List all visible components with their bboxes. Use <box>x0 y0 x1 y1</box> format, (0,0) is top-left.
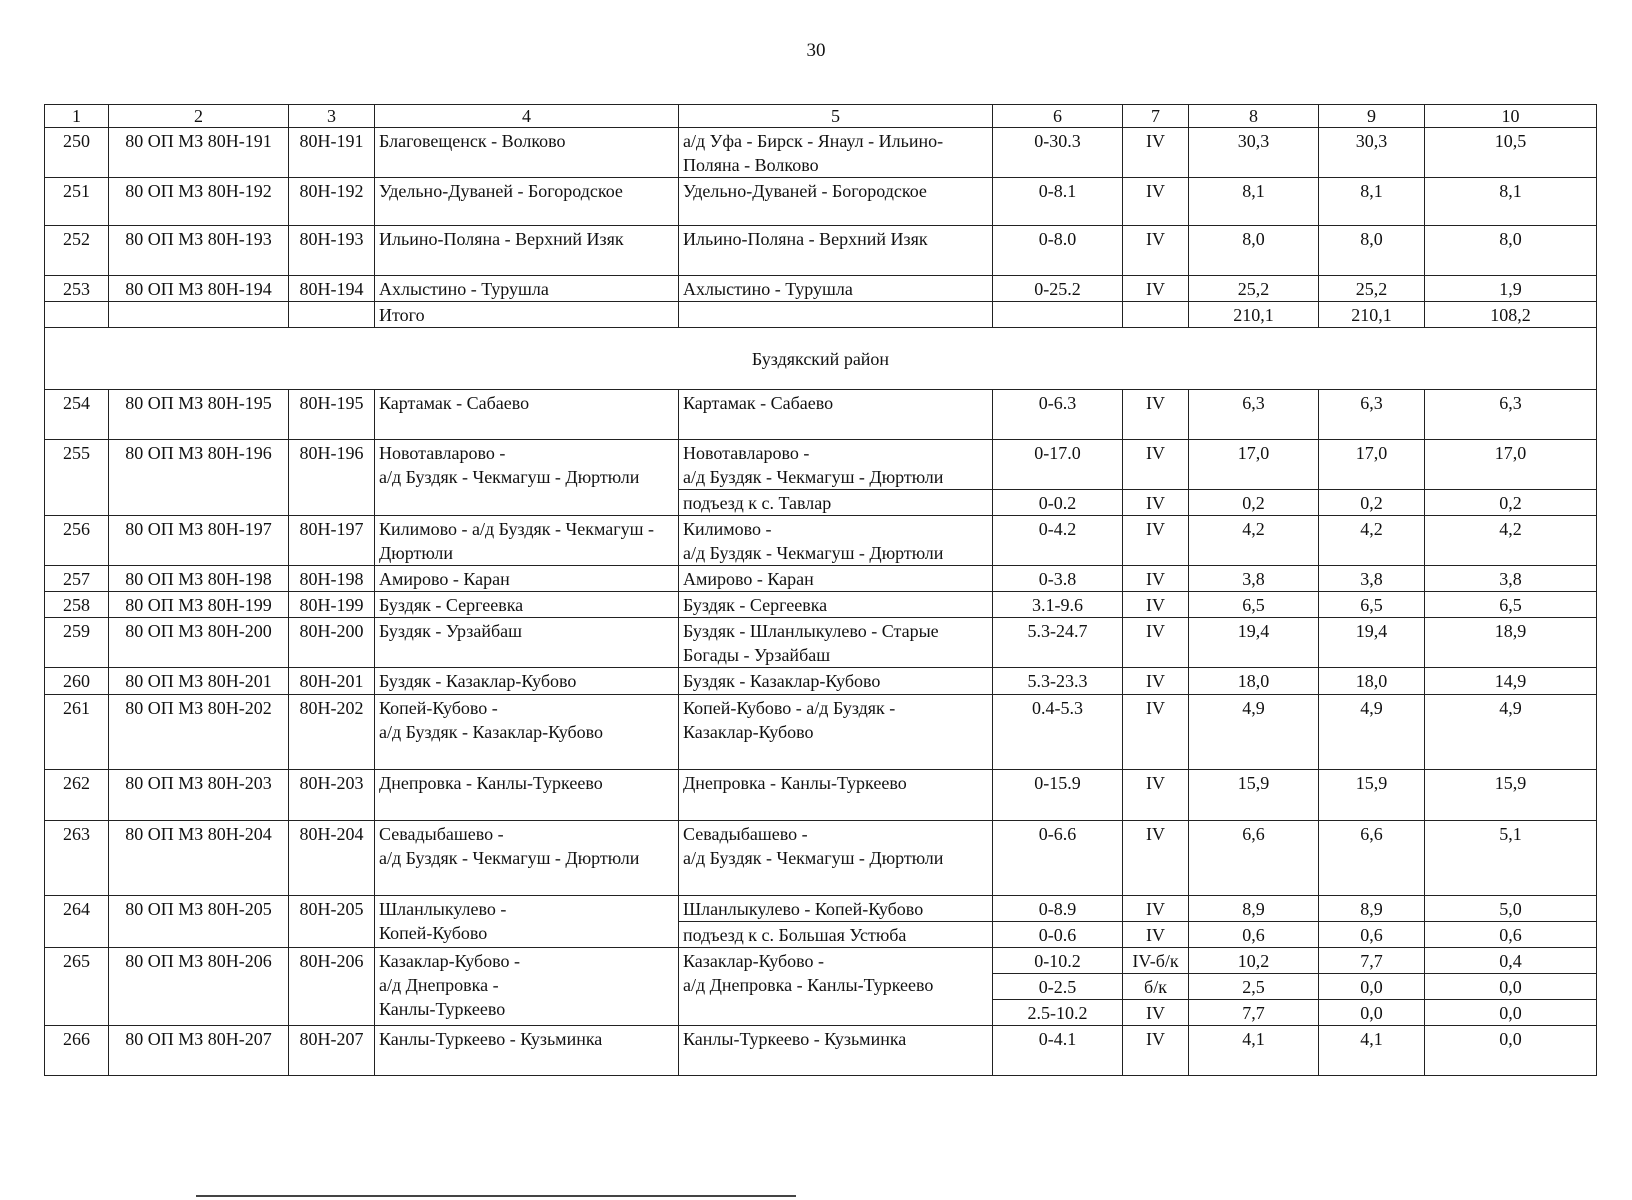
col-header: 7 <box>1123 105 1189 128</box>
length-hard: 18,0 <box>1319 668 1425 695</box>
road-name-line: Севадыбашево - <box>379 824 504 844</box>
length-hard: 8,9 <box>1319 896 1425 922</box>
col-header: 10 <box>1425 105 1597 128</box>
category: IV-б/к <box>1123 948 1189 974</box>
category: IV <box>1123 1000 1189 1026</box>
length-asphalt: 6,3 <box>1425 390 1597 440</box>
road-name-line: Шланлыкулево - <box>379 899 507 919</box>
road-route <box>679 948 993 1026</box>
length-total: 18,0 <box>1189 668 1319 695</box>
road-route: Канлы-Туркеево - Кузьминка <box>679 1026 993 1076</box>
road-code: 80 ОП МЗ 80Н-192 <box>109 178 289 226</box>
road-route: подъезд к с. Большая Устюба <box>679 922 993 948</box>
category: IV <box>1123 276 1189 302</box>
district-row <box>45 328 1597 390</box>
length-asphalt: 1,9 <box>1425 276 1597 302</box>
category: IV <box>1123 516 1189 566</box>
road-route <box>679 821 993 896</box>
road-route-line: Новотавларово - <box>683 443 810 463</box>
table-row <box>45 566 1597 592</box>
category: IV <box>1123 440 1189 490</box>
length-total: 2,5 <box>1189 974 1319 1000</box>
col-header: 4 <box>375 105 679 128</box>
length-hard: 4,9 <box>1319 695 1425 770</box>
row-number: 260 <box>45 668 109 695</box>
road-short-code: 80Н-206 <box>289 948 375 1026</box>
road-short-code: 80Н-202 <box>289 695 375 770</box>
road-code: 80 ОП МЗ 80Н-199 <box>109 592 289 618</box>
road-name <box>375 440 679 516</box>
road-short-code: 80Н-193 <box>289 226 375 276</box>
km-range: 0-10.2 <box>993 948 1123 974</box>
road-route: Картамак - Сабаево <box>679 390 993 440</box>
length-asphalt: 5,1 <box>1425 821 1597 896</box>
length-asphalt: 0,0 <box>1425 1000 1597 1026</box>
road-route <box>679 440 993 490</box>
road-route-line: Копей-Кубово - а/д Буздяк - <box>683 698 896 718</box>
row-number: 254 <box>45 390 109 440</box>
road-name-line: а/д Буздяк - Чекмагуш - Дюртюли <box>379 467 640 487</box>
road-route-line: Буздяк - Шланлыкулево - Старые <box>683 621 939 641</box>
road-route: Ильино-Поляна - Верхний Изяк <box>679 226 993 276</box>
table-row <box>45 128 1597 178</box>
road-short-code: 80Н-196 <box>289 440 375 516</box>
km-range: 0-8.1 <box>993 178 1123 226</box>
page-number: 30 <box>806 40 826 61</box>
road-route: Днепровка - Канлы-Туркеево <box>679 770 993 821</box>
length-hard: 17,0 <box>1319 440 1425 490</box>
road-name <box>375 695 679 770</box>
category: IV <box>1123 226 1189 276</box>
row-number: 262 <box>45 770 109 821</box>
road-name: Днепровка - Канлы-Туркеево <box>375 770 679 821</box>
road-name <box>375 516 679 566</box>
length-total: 10,2 <box>1189 948 1319 974</box>
header-row <box>45 105 1597 128</box>
km-range: 0-17.0 <box>993 440 1123 490</box>
length-hard: 30,3 <box>1319 128 1425 178</box>
road-short-code: 80Н-195 <box>289 390 375 440</box>
km-range: 0-2.5 <box>993 974 1123 1000</box>
table-row <box>45 276 1597 302</box>
road-short-code: 80Н-204 <box>289 821 375 896</box>
road-code: 80 ОП МЗ 80Н-200 <box>109 618 289 668</box>
length-asphalt: 0,0 <box>1425 1026 1597 1076</box>
km-range: 0-8.0 <box>993 226 1123 276</box>
km-range: 0-25.2 <box>993 276 1123 302</box>
km-range: 0-0.6 <box>993 922 1123 948</box>
road-name <box>375 948 679 1026</box>
length-asphalt: 17,0 <box>1425 440 1597 490</box>
length-total: 19,4 <box>1189 618 1319 668</box>
length-total: 4,9 <box>1189 695 1319 770</box>
length-total: 8,0 <box>1189 226 1319 276</box>
length-total: 4,2 <box>1189 516 1319 566</box>
table-row <box>45 821 1597 896</box>
length-hard: 25,2 <box>1319 276 1425 302</box>
length-asphalt: 8,1 <box>1425 178 1597 226</box>
road-route: а/д Уфа - Бирск - Янаул - Ильино-Поляна - Волково <box>679 128 993 178</box>
road-code: 80 ОП МЗ 80Н-196 <box>109 440 289 516</box>
length-total: 6,5 <box>1189 592 1319 618</box>
category: IV <box>1123 178 1189 226</box>
row-number: 258 <box>45 592 109 618</box>
length-asphalt: 18,9 <box>1425 618 1597 668</box>
col-header: 3 <box>289 105 375 128</box>
row-number: 259 <box>45 618 109 668</box>
length-total: 30,3 <box>1189 128 1319 178</box>
road-name-line: Копей-Кубово - <box>379 698 498 718</box>
road-code: 80 ОП МЗ 80Н-202 <box>109 695 289 770</box>
road-name-line: Копей-Кубово <box>379 923 488 943</box>
length-asphalt: 10,5 <box>1425 128 1597 178</box>
road-name: Удельно-Дуваней - Богородское <box>375 178 679 226</box>
road-code: 80 ОП МЗ 80Н-207 <box>109 1026 289 1076</box>
table-row <box>45 178 1597 226</box>
road-short-code: 80Н-200 <box>289 618 375 668</box>
row-number: 253 <box>45 276 109 302</box>
total-length: 210,1 <box>1189 302 1319 328</box>
table-row <box>45 668 1597 695</box>
km-range: 0-6.3 <box>993 390 1123 440</box>
row-number: 255 <box>45 440 109 516</box>
category: IV <box>1123 770 1189 821</box>
category: IV <box>1123 896 1189 922</box>
road-route-line: Казаклар-Кубово <box>683 722 814 742</box>
road-name-line: а/д Днепровка - <box>379 975 499 995</box>
road-route: подъезд к с. Тавлар <box>679 490 993 516</box>
road-route <box>679 516 993 566</box>
road-name <box>375 896 679 948</box>
length-hard: 3,8 <box>1319 566 1425 592</box>
km-range: 0-30.3 <box>993 128 1123 178</box>
road-short-code: 80Н-192 <box>289 178 375 226</box>
road-route-line: Килимово - <box>683 519 772 539</box>
length-asphalt: 15,9 <box>1425 770 1597 821</box>
table-row <box>45 770 1597 821</box>
length-asphalt: 0,4 <box>1425 948 1597 974</box>
table-row <box>45 516 1597 566</box>
col-header: 1 <box>45 105 109 128</box>
table-row <box>45 896 1597 922</box>
length-total: 15,9 <box>1189 770 1319 821</box>
table-row <box>45 1026 1597 1076</box>
road-code: 80 ОП МЗ 80Н-206 <box>109 948 289 1026</box>
road-short-code: 80Н-199 <box>289 592 375 618</box>
road-route <box>679 695 993 770</box>
category: IV <box>1123 592 1189 618</box>
road-name-line: а/д Буздяк - Чекмагуш - Дюртюли <box>379 848 640 868</box>
length-hard: 6,3 <box>1319 390 1425 440</box>
road-code: 80 ОП МЗ 80Н-194 <box>109 276 289 302</box>
category: IV <box>1123 390 1189 440</box>
roads-table <box>44 104 1597 1076</box>
km-range: 0-3.8 <box>993 566 1123 592</box>
km-range: 0-4.1 <box>993 1026 1123 1076</box>
km-range: 0-8.9 <box>993 896 1123 922</box>
road-name-line: Казаклар-Кубово - <box>379 951 521 971</box>
road-code: 80 ОП МЗ 80Н-205 <box>109 896 289 948</box>
road-route: Удельно-Дуваней - Богородское <box>679 178 993 226</box>
km-range: 0-6.6 <box>993 821 1123 896</box>
road-route-line: а/д Буздяк - Чекмагуш - Дюртюли <box>683 543 944 563</box>
row-number: 261 <box>45 695 109 770</box>
row-number: 264 <box>45 896 109 948</box>
road-code: 80 ОП МЗ 80Н-191 <box>109 128 289 178</box>
road-name-line: Новотавларово - <box>379 443 506 463</box>
road-route: Шланлыкулево - Копей-Кубово <box>679 896 993 922</box>
row-number: 256 <box>45 516 109 566</box>
length-hard: 8,0 <box>1319 226 1425 276</box>
road-name: Амирово - Каран <box>375 566 679 592</box>
table-row <box>45 592 1597 618</box>
road-name: Ильино-Поляна - Верхний Изяк <box>375 226 679 276</box>
km-range: 5.3-24.7 <box>993 618 1123 668</box>
total-row <box>45 302 1597 328</box>
road-code: 80 ОП МЗ 80Н-203 <box>109 770 289 821</box>
category: IV <box>1123 821 1189 896</box>
road-name: Буздяк - Казаклар-Кубово <box>375 668 679 695</box>
road-name-line: Канлы-Туркеево <box>379 999 506 1019</box>
length-total: 0,2 <box>1189 490 1319 516</box>
col-header: 8 <box>1189 105 1319 128</box>
road-name: Ахлыстино - Турушла <box>375 276 679 302</box>
table-row <box>45 390 1597 440</box>
col-header: 6 <box>993 105 1123 128</box>
category: IV <box>1123 695 1189 770</box>
length-total: 6,6 <box>1189 821 1319 896</box>
category: IV <box>1123 922 1189 948</box>
length-asphalt: 0,6 <box>1425 922 1597 948</box>
row-number: 251 <box>45 178 109 226</box>
footer-rule <box>196 1195 796 1197</box>
road-short-code: 80Н-197 <box>289 516 375 566</box>
road-name: Благовещенск - Волково <box>375 128 679 178</box>
road-route: Буздяк - Сергеевка <box>679 592 993 618</box>
road-route-line: а/д Буздяк - Чекмагуш - Дюртюли <box>683 848 944 868</box>
category: IV <box>1123 566 1189 592</box>
length-total: 4,1 <box>1189 1026 1319 1076</box>
category: IV <box>1123 490 1189 516</box>
road-short-code: 80Н-205 <box>289 896 375 948</box>
length-hard: 0,0 <box>1319 974 1425 1000</box>
total-label: Итого <box>375 302 679 328</box>
road-code: 80 ОП МЗ 80Н-204 <box>109 821 289 896</box>
length-hard: 15,9 <box>1319 770 1425 821</box>
table-row <box>45 948 1597 974</box>
road-code: 80 ОП МЗ 80Н-201 <box>109 668 289 695</box>
road-name-line: Дюртюли <box>379 543 453 563</box>
road-route-line: а/д Днепровка - Канлы-Туркеево <box>683 975 934 995</box>
length-hard: 7,7 <box>1319 948 1425 974</box>
total-asphalt: 108,2 <box>1425 302 1597 328</box>
road-name: Буздяк - Урзайбаш <box>375 618 679 668</box>
row-number: 252 <box>45 226 109 276</box>
road-short-code: 80Н-191 <box>289 128 375 178</box>
length-hard: 8,1 <box>1319 178 1425 226</box>
col-header: 5 <box>679 105 993 128</box>
length-total: 17,0 <box>1189 440 1319 490</box>
total-hard: 210,1 <box>1319 302 1425 328</box>
length-hard: 0,0 <box>1319 1000 1425 1026</box>
length-total: 25,2 <box>1189 276 1319 302</box>
length-asphalt: 8,0 <box>1425 226 1597 276</box>
row-number: 265 <box>45 948 109 1026</box>
road-code: 80 ОП МЗ 80Н-195 <box>109 390 289 440</box>
length-asphalt: 4,9 <box>1425 695 1597 770</box>
row-number: 257 <box>45 566 109 592</box>
road-route-line: Казаклар-Кубово - <box>683 951 825 971</box>
length-hard: 19,4 <box>1319 618 1425 668</box>
length-total: 6,3 <box>1189 390 1319 440</box>
road-route-line: а/д Буздяк - Чекмагуш - Дюртюли <box>683 467 944 487</box>
table-row <box>45 440 1597 490</box>
table-row <box>45 618 1597 668</box>
road-code: 80 ОП МЗ 80Н-193 <box>109 226 289 276</box>
road-route <box>679 618 993 668</box>
road-short-code: 80Н-207 <box>289 1026 375 1076</box>
road-route: Амирово - Каран <box>679 566 993 592</box>
length-asphalt: 0,2 <box>1425 490 1597 516</box>
length-asphalt: 14,9 <box>1425 668 1597 695</box>
road-short-code: 80Н-203 <box>289 770 375 821</box>
km-range: 0-0.2 <box>993 490 1123 516</box>
category: б/к <box>1123 974 1189 1000</box>
km-range: 0.4-5.3 <box>993 695 1123 770</box>
road-short-code: 80Н-198 <box>289 566 375 592</box>
length-total: 3,8 <box>1189 566 1319 592</box>
length-hard: 0,6 <box>1319 922 1425 948</box>
road-short-code: 80Н-201 <box>289 668 375 695</box>
col-header: 2 <box>109 105 289 128</box>
road-name-line: Килимово - а/д Буздяк - Чекмагуш - <box>379 519 654 539</box>
road-route: Ахлыстино - Турушла <box>679 276 993 302</box>
length-asphalt: 6,5 <box>1425 592 1597 618</box>
road-code: 80 ОП МЗ 80Н-198 <box>109 566 289 592</box>
category: IV <box>1123 128 1189 178</box>
road-route-line: Богады - Урзайбаш <box>683 645 831 665</box>
length-hard: 4,1 <box>1319 1026 1425 1076</box>
col-header: 9 <box>1319 105 1425 128</box>
length-hard: 4,2 <box>1319 516 1425 566</box>
road-short-code: 80Н-194 <box>289 276 375 302</box>
road-name: Картамак - Сабаево <box>375 390 679 440</box>
km-range: 0-4.2 <box>993 516 1123 566</box>
km-range: 3.1-9.6 <box>993 592 1123 618</box>
km-range: 0-15.9 <box>993 770 1123 821</box>
road-name: Канлы-Туркеево - Кузьминка <box>375 1026 679 1076</box>
length-asphalt: 0,0 <box>1425 974 1597 1000</box>
row-number: 250 <box>45 128 109 178</box>
length-total: 8,9 <box>1189 896 1319 922</box>
district-title: Буздякский район <box>45 328 1597 390</box>
road-name-line: а/д Буздяк - Казаклар-Кубово <box>379 722 604 742</box>
road-name <box>375 821 679 896</box>
length-asphalt: 5,0 <box>1425 896 1597 922</box>
length-asphalt: 4,2 <box>1425 516 1597 566</box>
row-number: 263 <box>45 821 109 896</box>
road-route: Буздяк - Казаклар-Кубово <box>679 668 993 695</box>
length-total: 0,6 <box>1189 922 1319 948</box>
category: IV <box>1123 618 1189 668</box>
category: IV <box>1123 668 1189 695</box>
length-hard: 6,5 <box>1319 592 1425 618</box>
length-total: 7,7 <box>1189 1000 1319 1026</box>
length-total: 8,1 <box>1189 178 1319 226</box>
row-number: 266 <box>45 1026 109 1076</box>
km-range: 2.5-10.2 <box>993 1000 1123 1026</box>
road-route-line: Севадыбашево - <box>683 824 808 844</box>
length-hard: 6,6 <box>1319 821 1425 896</box>
road-code: 80 ОП МЗ 80Н-197 <box>109 516 289 566</box>
length-asphalt: 3,8 <box>1425 566 1597 592</box>
category: IV <box>1123 1026 1189 1076</box>
road-name: Буздяк - Сергеевка <box>375 592 679 618</box>
length-hard: 0,2 <box>1319 490 1425 516</box>
table-row <box>45 695 1597 770</box>
table-row <box>45 226 1597 276</box>
km-range: 5.3-23.3 <box>993 668 1123 695</box>
